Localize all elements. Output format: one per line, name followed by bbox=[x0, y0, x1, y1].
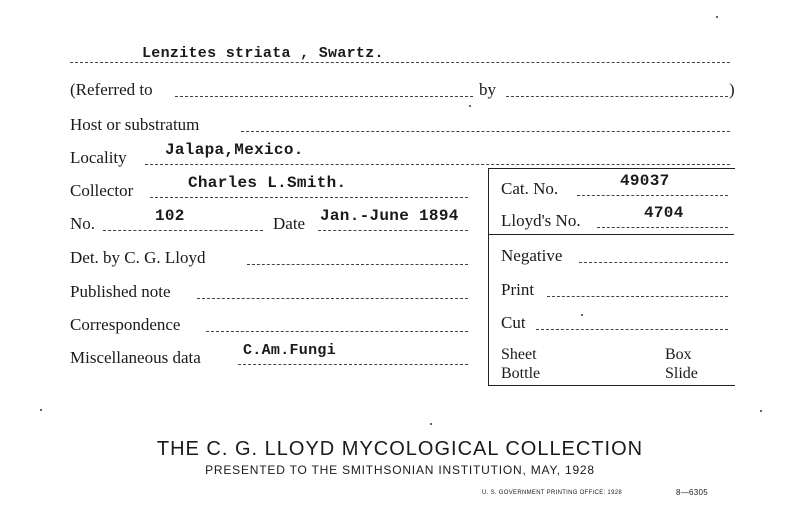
negative-line bbox=[579, 262, 728, 263]
scan-speck bbox=[716, 16, 718, 18]
referred-line bbox=[175, 96, 473, 97]
lloyds-no-label: Lloyd's No. bbox=[501, 211, 581, 230]
form-number: 8—6305 bbox=[676, 488, 709, 497]
cat-no-line bbox=[577, 195, 728, 196]
date-value: Jan.-June 1894 bbox=[320, 207, 459, 225]
collector-value: Charles L.Smith. bbox=[188, 174, 347, 192]
negative-label: Negative bbox=[501, 246, 563, 265]
det-by-label: Det. by C. G. Lloyd bbox=[70, 248, 206, 267]
host-label: Host or substratum bbox=[70, 115, 200, 134]
date-label: Date bbox=[273, 214, 306, 233]
species-line bbox=[70, 62, 730, 63]
collection-title: THE C. G. LLOYD MYCOLOGICAL COLLECTION bbox=[156, 438, 644, 460]
slide-label: Slide bbox=[665, 365, 698, 382]
printing-office-note: U. S. GOVERNMENT PRINTING OFFICE: 1928 bbox=[482, 490, 622, 496]
number-line bbox=[103, 230, 263, 231]
bottle-label: Bottle bbox=[501, 365, 541, 382]
referred-close: ) bbox=[729, 80, 735, 99]
lloyds-no-line bbox=[597, 227, 728, 228]
print-line bbox=[547, 296, 728, 297]
collector-label: Collector bbox=[70, 181, 134, 200]
locality-label: Locality bbox=[70, 148, 127, 167]
sheet-label: Sheet bbox=[501, 346, 537, 363]
scan-speck bbox=[40, 409, 42, 411]
box-label: Box bbox=[665, 346, 692, 363]
correspondence-label: Correspondence bbox=[70, 315, 181, 334]
referred-label: (Referred to bbox=[70, 80, 153, 99]
locality-value: Jalapa,Mexico. bbox=[165, 141, 304, 159]
scan-speck bbox=[469, 105, 471, 107]
cut-line bbox=[536, 329, 728, 330]
det-by-line bbox=[247, 264, 468, 265]
scan-speck bbox=[430, 423, 432, 425]
published-note-label: Published note bbox=[70, 282, 171, 301]
number-value: 102 bbox=[155, 207, 185, 225]
referred-by-label: by bbox=[479, 80, 496, 99]
collection-subtitle: PRESENTED TO THE SMITHSONIAN INSTITUTION, MAY, 1928 bbox=[205, 463, 595, 477]
referred-by-line bbox=[506, 96, 728, 97]
lloyds-no-value: 4704 bbox=[644, 204, 684, 222]
misc-line bbox=[238, 364, 468, 365]
cat-no-value: 49037 bbox=[620, 172, 670, 190]
cut-label: Cut bbox=[501, 313, 526, 332]
cat-no-label: Cat. No. bbox=[501, 179, 559, 198]
date-line bbox=[318, 230, 468, 231]
host-line bbox=[241, 131, 730, 132]
locality-line bbox=[145, 164, 730, 165]
number-label: No. bbox=[70, 214, 96, 233]
species-name: Lenzites striata , Swartz. bbox=[142, 45, 384, 62]
misc-label: Miscellaneous data bbox=[70, 348, 201, 367]
collector-line bbox=[150, 197, 468, 198]
scan-speck bbox=[760, 410, 762, 412]
correspondence-line bbox=[206, 331, 468, 332]
misc-value: C.Am.Fungi bbox=[243, 342, 337, 359]
published-note-line bbox=[197, 298, 468, 299]
catalog-box-divider bbox=[488, 234, 734, 235]
scan-speck bbox=[581, 314, 583, 316]
print-label: Print bbox=[501, 280, 535, 299]
